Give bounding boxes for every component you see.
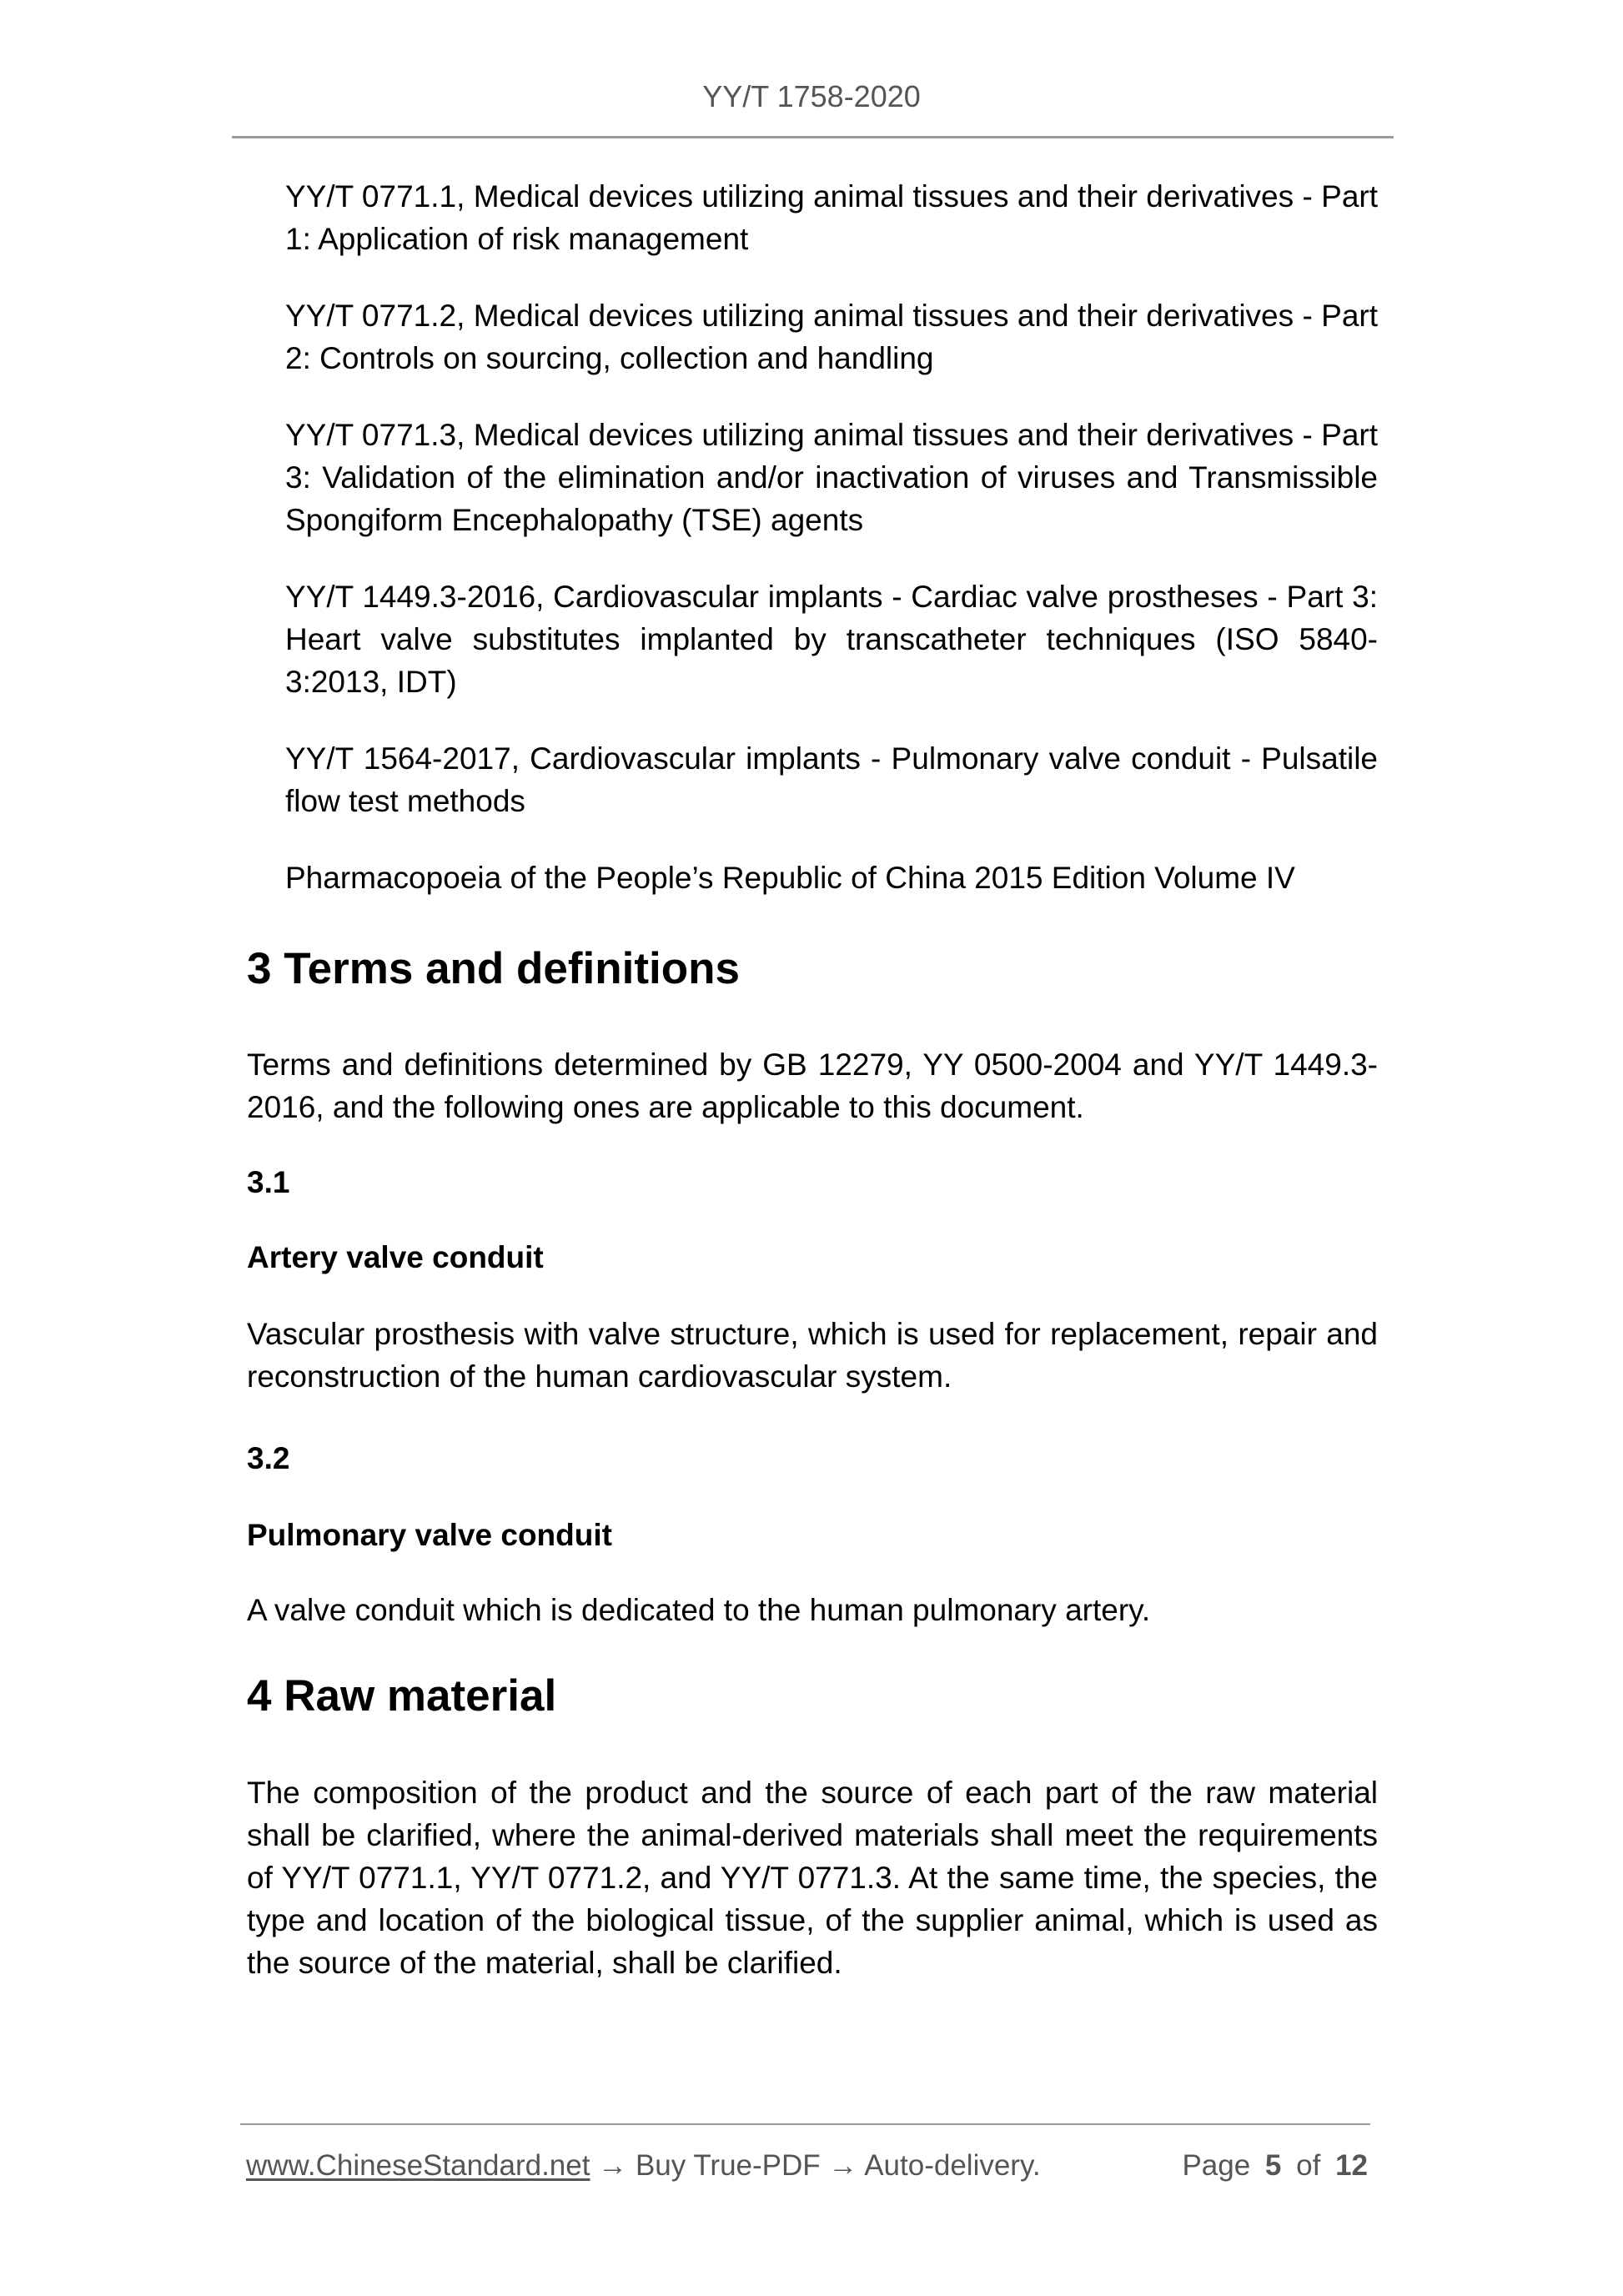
term-definition: A valve conduit which is dedicated to the human pulmonary artery. bbox=[247, 1593, 1151, 1627]
reference-item: Pharmacopoeia of the People’s Republic of China 2015 Edition Volume IV bbox=[285, 861, 1295, 895]
arrow-right-icon: → bbox=[828, 2149, 858, 2182]
term-definition: Vascular prosthesis with valve structure, which is used for replacement, repair and reconstruction of the human cardiovascular system. bbox=[247, 1317, 1378, 1394]
section-heading-terms: 3 Terms and definitions bbox=[247, 944, 740, 993]
term-name: Pulmonary valve conduit bbox=[247, 1518, 612, 1552]
website-link[interactable]: www.ChineseStandard.net bbox=[246, 2149, 590, 2182]
reference-item: YY/T 0771.2, Medical devices utilizing animal tissues and their derivatives - Part 2: Controls on sourcing, collection and handling bbox=[285, 299, 1378, 375]
section-intro: Terms and definitions determined by GB 12279, YY 0500-2004 and YY/T 1449.3-2016, and the following ones are applicable to this document. bbox=[247, 1048, 1378, 1124]
term-number: 3.1 bbox=[247, 1165, 290, 1199]
page-header-standard-code: YY/T 1758-2020 bbox=[702, 79, 921, 113]
page-label: Page bbox=[1182, 2149, 1251, 2182]
footer-divider bbox=[240, 2123, 1370, 2125]
document-body bbox=[247, 175, 1378, 1984]
footer-promo bbox=[246, 2148, 1041, 2184]
section-heading-raw-material: 4 Raw material bbox=[247, 1671, 557, 1721]
footer-step-delivery: Auto-delivery. bbox=[864, 2149, 1041, 2182]
of-label: of bbox=[1296, 2149, 1321, 2182]
current-page: 5 bbox=[1264, 2149, 1282, 2182]
header-divider bbox=[232, 136, 1394, 138]
term-number: 3.2 bbox=[247, 1441, 290, 1475]
reference-item: YY/T 0771.1, Medical devices utilizing animal tissues and their derivatives - Part 1: Application of risk management bbox=[285, 179, 1378, 256]
reference-item: YY/T 1449.3-2016, Cardiovascular implants - Cardiac valve prostheses - Part 3: Heart valve substitutes implanted by transcatheter techniques (ISO 5840-3:2013, IDT) bbox=[285, 580, 1378, 699]
total-pages: 12 bbox=[1335, 2149, 1368, 2182]
term-name: Artery valve conduit bbox=[247, 1240, 544, 1274]
page-number bbox=[1182, 2148, 1368, 2184]
section-body: The composition of the product and the source of each part of the raw material shall be clarified, where the animal-derived materials shall meet the requirements of YY/T 0771.1, YY/T 0771.2, and YY/T 0771.3. At the same time, the species, the type and location of the biological tissue, of the supplier animal, which is used as the source of the material, shall be clarified. bbox=[247, 1776, 1378, 1980]
reference-item: YY/T 1564-2017, Cardiovascular implants - Pulmonary valve conduit - Pulsatile flow test methods bbox=[285, 741, 1378, 818]
arrow-right-icon: → bbox=[598, 2149, 628, 2182]
footer-step-buy: Buy True-PDF bbox=[635, 2149, 821, 2182]
reference-item: YY/T 0771.3, Medical devices utilizing animal tissues and their derivatives - Part 3: Validation of the elimination and/or inactivation of viruses and Transmissible Spongiform Encephalopathy (TSE) agents bbox=[285, 418, 1378, 537]
